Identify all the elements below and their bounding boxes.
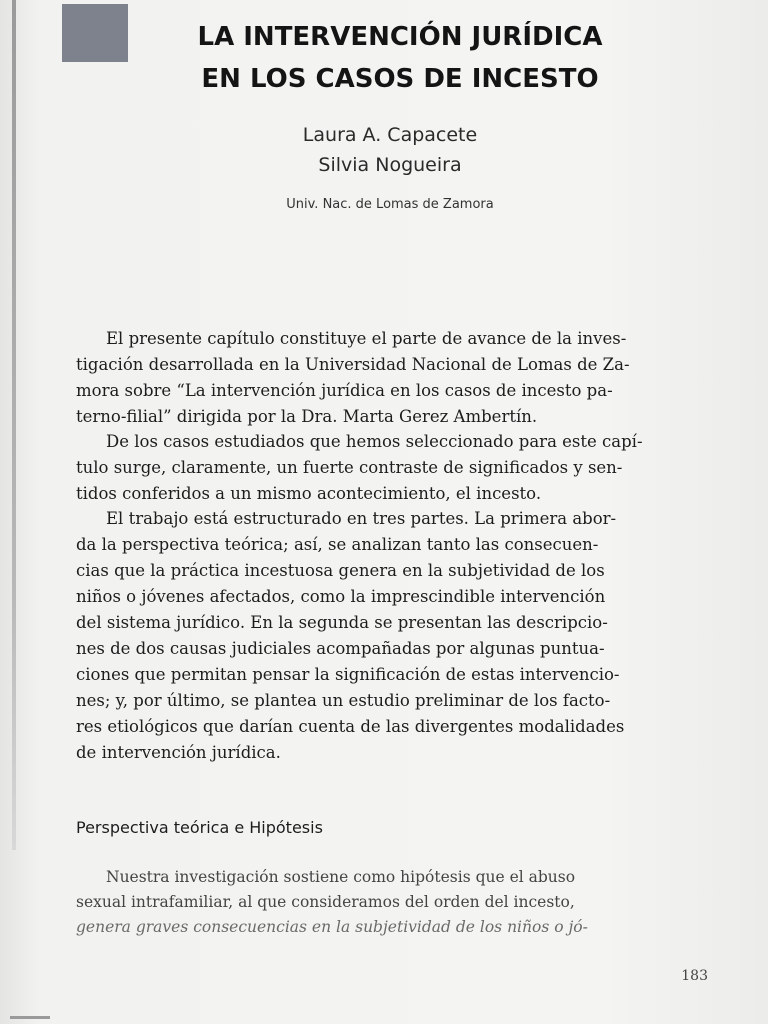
text-line: El trabajo está estructurado en tres partes. La primera abor- — [106, 509, 617, 528]
chapter-title — [120, 16, 680, 100]
text-line: tulo surge, claramente, un fuerte contraste de significados y sen- — [76, 458, 623, 477]
chapter-title-line-1: LA INTERVENCIÓN JURÍDICA — [197, 22, 603, 52]
text-line: ciones que permitan pensar la significación de estas intervencio- — [76, 665, 620, 684]
body-paragraph-1 — [76, 326, 718, 430]
author-name-2: Silvia Nogueira — [318, 154, 462, 176]
page-number: 183 — [681, 968, 708, 984]
corner-tab-block — [62, 4, 128, 62]
chapter-title-line-2: EN LOS CASOS DE INCESTO — [201, 64, 599, 94]
text-line: res etiológicos que darían cuenta de las divergentes modalidades — [76, 717, 625, 736]
text-line: del sistema jurídico. En la segunda se presentan las descripcio- — [76, 613, 608, 632]
text-line: niños o jóvenes afectados, como la imprescindible intervención — [76, 587, 606, 606]
text-line: Nuestra investigación sostiene como hipótesis que el abuso — [106, 868, 576, 886]
author-name-1: Laura A. Capacete — [302, 124, 478, 146]
text-line: tigación desarrollada en la Universidad Nacional de Lomas de Za- — [76, 355, 630, 374]
text-line: nes de dos causas judiciales acompañadas por algunas puntua- — [76, 639, 605, 658]
text-line: nes; y, por último, se plantea un estudio preliminar de los facto- — [76, 691, 611, 710]
section-heading: Perspectiva teórica e Hipótesis — [76, 818, 323, 837]
text-line: De los casos estudiados que hemos seleccionado para este capí- — [106, 432, 643, 451]
text-line: El presente capítulo constituye el parte de avance de la inves- — [106, 329, 627, 348]
text-line: sexual intrafamiliar, al que consideramos del orden del incesto, — [76, 893, 575, 911]
body-paragraph-3 — [76, 506, 718, 766]
text-line: de intervención jurídica. — [76, 743, 281, 762]
text-line: tidos conferidos a un mismo acontecimiento, el incesto. — [76, 484, 542, 503]
bottom-left-rule — [10, 1016, 50, 1019]
book-spine-shadow — [12, 0, 16, 850]
text-line: cias que la práctica incestuosa genera en la subjetividad de los — [76, 561, 605, 580]
text-line: genera graves consecuencias en la subjetividad de los niños o jó- — [76, 918, 588, 936]
text-line: terno-filial” dirigida por la Dra. Marta Gerez Ambertín. — [76, 407, 538, 426]
section-paragraph — [76, 865, 710, 940]
chapter-body — [76, 326, 718, 765]
text-line: da la perspectiva teórica; así, se analizan tanto las consecuen- — [76, 535, 599, 554]
author-affiliation: Univ. Nac. de Lomas de Zamora — [286, 197, 494, 212]
text-line: mora sobre “La intervención jurídica en los casos de incesto pa- — [76, 381, 613, 400]
body-paragraph-2 — [76, 429, 718, 507]
